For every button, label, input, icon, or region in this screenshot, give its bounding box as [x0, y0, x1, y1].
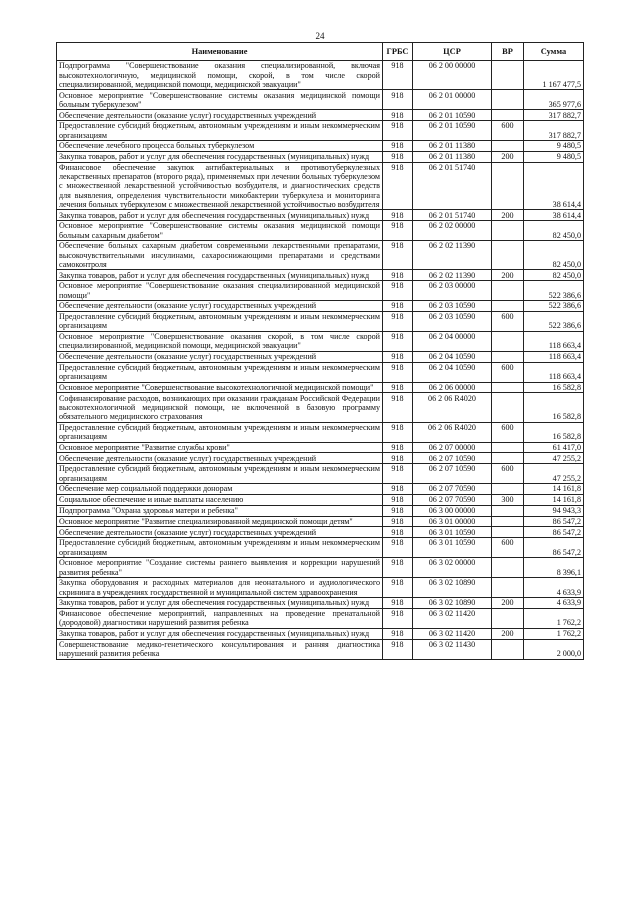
table-row [57, 110, 584, 121]
table-row [57, 162, 584, 210]
cell-vr: 600 [492, 311, 524, 331]
cell-csr: 06 2 01 11380 [413, 141, 492, 152]
table-row [57, 90, 584, 110]
cell-csr: 06 2 02 11390 [413, 270, 492, 281]
table-row [57, 141, 584, 152]
cell-vr [492, 516, 524, 527]
cell-sum: 118 663,4 [524, 351, 584, 362]
cell-sum: 86 547,2 [524, 527, 584, 538]
cell-grbs: 918 [383, 351, 413, 362]
cell-sum: 4 633,9 [524, 598, 584, 609]
table-row [57, 382, 584, 393]
table-row [57, 351, 584, 362]
cell-grbs: 918 [383, 442, 413, 453]
table-row [57, 558, 584, 578]
table-row [57, 210, 584, 221]
cell-csr: 06 2 07 00000 [413, 442, 492, 453]
cell-vr [492, 639, 524, 659]
cell-name: Закупка товаров, работ и услуг для обеспечения государственных (муниципальных) нужд [57, 270, 383, 281]
cell-name: Обеспечение деятельности (оказание услуг) государственных учреждений [57, 301, 383, 312]
cell-sum: 317 882,7 [524, 121, 584, 141]
cell-csr: 06 3 02 10890 [413, 578, 492, 598]
header-name: Наименование [57, 43, 383, 61]
cell-sum: 365 977,6 [524, 90, 584, 110]
cell-vr [492, 90, 524, 110]
cell-vr [492, 484, 524, 495]
cell-grbs: 918 [383, 210, 413, 221]
cell-grbs: 918 [383, 121, 413, 141]
cell-name: Предоставление субсидий бюджетным, автономным учреждениям и иным некоммерческим организациям [57, 464, 383, 484]
cell-sum: 1 762,2 [524, 608, 584, 628]
cell-name: Подпрограмма "Охрана здоровья матери и ребенка" [57, 505, 383, 516]
cell-vr [492, 281, 524, 301]
cell-grbs: 918 [383, 162, 413, 210]
cell-sum: 94 943,3 [524, 505, 584, 516]
cell-name: Предоставление субсидий бюджетным, автономным учреждениям и иным некоммерческим организациям [57, 422, 383, 442]
cell-grbs: 918 [383, 90, 413, 110]
cell-csr: 06 2 06 R4020 [413, 393, 492, 422]
table-row [57, 484, 584, 495]
cell-vr [492, 382, 524, 393]
table-row [57, 516, 584, 527]
cell-sum: 38 614,4 [524, 210, 584, 221]
cell-name: Обеспечение лечебного процесса больных туберкулезом [57, 141, 383, 152]
cell-sum: 38 614,4 [524, 162, 584, 210]
cell-name: Подпрограмма "Совершенствование оказания специализированной, включая высокотехнологичную, медицинской помощи, скорой, в том числе скорой специализированной, медицинской помощи, медицинской эвакуации" [57, 61, 383, 90]
table-row [57, 442, 584, 453]
cell-csr: 06 2 03 10590 [413, 301, 492, 312]
cell-sum: 8 396,1 [524, 558, 584, 578]
cell-grbs: 918 [383, 628, 413, 639]
cell-sum: 16 582,8 [524, 422, 584, 442]
cell-sum: 82 450,0 [524, 221, 584, 241]
cell-csr: 06 2 04 10590 [413, 362, 492, 382]
cell-vr: 200 [492, 270, 524, 281]
cell-vr [492, 505, 524, 516]
cell-vr: 200 [492, 210, 524, 221]
cell-name: Основное мероприятие "Совершенствование оказания скорой, в том числе скорой специализированной, медицинской помощи, медицинской эвакуации" [57, 331, 383, 351]
cell-name: Основное мероприятие "Развитие службы крови" [57, 442, 383, 453]
cell-sum: 1 762,2 [524, 628, 584, 639]
table-row [57, 301, 584, 312]
cell-sum: 86 547,2 [524, 538, 584, 558]
cell-vr: 600 [492, 121, 524, 141]
cell-csr: 06 2 04 00000 [413, 331, 492, 351]
table-row [57, 527, 584, 538]
table-row [57, 453, 584, 464]
cell-csr: 06 2 06 00000 [413, 382, 492, 393]
cell-grbs: 918 [383, 578, 413, 598]
header-vr: ВР [492, 43, 524, 61]
cell-name: Закупка товаров, работ и услуг для обеспечения государственных (муниципальных) нужд [57, 598, 383, 609]
cell-vr: 600 [492, 422, 524, 442]
cell-grbs: 918 [383, 151, 413, 162]
table-row [57, 505, 584, 516]
cell-vr [492, 442, 524, 453]
cell-name: Обеспечение деятельности (оказание услуг) государственных учреждений [57, 527, 383, 538]
cell-grbs: 918 [383, 270, 413, 281]
cell-csr: 06 2 01 11380 [413, 151, 492, 162]
table-row [57, 311, 584, 331]
table-row [57, 151, 584, 162]
cell-grbs: 918 [383, 484, 413, 495]
cell-vr [492, 578, 524, 598]
table-row [57, 331, 584, 351]
cell-sum: 317 882,7 [524, 110, 584, 121]
cell-csr: 06 2 01 10590 [413, 121, 492, 141]
cell-grbs: 918 [383, 558, 413, 578]
cell-grbs: 918 [383, 281, 413, 301]
cell-csr: 06 2 01 51740 [413, 210, 492, 221]
budget-table [56, 42, 584, 660]
cell-sum: 14 161,8 [524, 494, 584, 505]
cell-sum: 522 386,6 [524, 311, 584, 331]
cell-vr [492, 110, 524, 121]
cell-grbs: 918 [383, 61, 413, 90]
cell-name: Предоставление субсидий бюджетным, автономным учреждениям и иным некоммерческим организациям [57, 311, 383, 331]
cell-grbs: 918 [383, 301, 413, 312]
cell-name: Обеспечение мер социальной поддержки донорам [57, 484, 383, 495]
cell-sum: 14 161,8 [524, 484, 584, 495]
header-csr: ЦСР [413, 43, 492, 61]
cell-sum: 47 255,2 [524, 464, 584, 484]
cell-name: Обеспечение деятельности (оказание услуг) государственных учреждений [57, 351, 383, 362]
cell-sum: 9 480,5 [524, 141, 584, 152]
cell-sum: 16 582,8 [524, 382, 584, 393]
cell-name: Основное мероприятие "Совершенствование системы оказания медицинской помощи больным туберкулезом" [57, 90, 383, 110]
cell-vr [492, 608, 524, 628]
table-header-row [57, 43, 584, 61]
cell-grbs: 918 [383, 538, 413, 558]
table-row [57, 578, 584, 598]
cell-grbs: 918 [383, 311, 413, 331]
cell-sum: 118 663,4 [524, 331, 584, 351]
cell-name: Финансовое обеспечение закупок антибактериальных и противотуберкулезных лекарственных препаратов (второго ряда), применяемых при лечении больных туберкулезом с множественной лекарственной устойчивостью возбудителя, и диагностических средств для выявления, определения чувствительности микобактерии туберкулеза и мониторинга лечения больных туберкулезом с множественной лекарственной устойчивостью возбудителя [57, 162, 383, 210]
cell-grbs: 918 [383, 598, 413, 609]
cell-csr: 06 3 02 00000 [413, 558, 492, 578]
cell-csr: 06 2 03 00000 [413, 281, 492, 301]
cell-sum: 522 386,6 [524, 281, 584, 301]
cell-name: Закупка оборудования и расходных материалов для неонатального и аудиологического скрининга в учреждениях государственной и муниципальной систем здравоохранения [57, 578, 383, 598]
cell-name: Закупка товаров, работ и услуг для обеспечения государственных (муниципальных) нужд [57, 151, 383, 162]
cell-vr [492, 558, 524, 578]
cell-sum: 4 633,9 [524, 578, 584, 598]
cell-vr: 200 [492, 598, 524, 609]
cell-vr [492, 221, 524, 241]
table-row [57, 121, 584, 141]
cell-sum: 2 000,0 [524, 639, 584, 659]
cell-grbs: 918 [383, 393, 413, 422]
table-row [57, 538, 584, 558]
cell-name: Обеспечение больных сахарным диабетом современными лекарственными препаратами, высокочувствительными инсулинами, сахароснижающими препаратами и средствами самоконтроля [57, 241, 383, 270]
cell-sum: 47 255,2 [524, 453, 584, 464]
table-row [57, 608, 584, 628]
cell-csr: 06 2 02 00000 [413, 221, 492, 241]
table-row [57, 494, 584, 505]
cell-sum: 16 582,8 [524, 393, 584, 422]
cell-grbs: 918 [383, 221, 413, 241]
cell-vr: 200 [492, 628, 524, 639]
cell-vr [492, 301, 524, 312]
cell-vr [492, 141, 524, 152]
cell-grbs: 918 [383, 608, 413, 628]
cell-csr: 06 2 01 51740 [413, 162, 492, 210]
table-row [57, 464, 584, 484]
cell-grbs: 918 [383, 464, 413, 484]
cell-name: Закупка товаров, работ и услуг для обеспечения государственных (муниципальных) нужд [57, 210, 383, 221]
table-row [57, 362, 584, 382]
cell-name: Закупка товаров, работ и услуг для обеспечения государственных (муниципальных) нужд [57, 628, 383, 639]
cell-sum: 86 547,2 [524, 516, 584, 527]
cell-vr [492, 241, 524, 270]
cell-csr: 06 2 07 10590 [413, 464, 492, 484]
table-row [57, 221, 584, 241]
cell-csr: 06 3 02 11420 [413, 628, 492, 639]
cell-grbs: 918 [383, 494, 413, 505]
cell-vr [492, 393, 524, 422]
cell-name: Финансовое обеспечение мероприятий, направленных на проведение пренатальной (дородовой) диагностики нарушений развития ребенка [57, 608, 383, 628]
cell-grbs: 918 [383, 141, 413, 152]
table-row [57, 393, 584, 422]
cell-sum: 9 480,5 [524, 151, 584, 162]
cell-grbs: 918 [383, 110, 413, 121]
cell-vr [492, 351, 524, 362]
cell-grbs: 918 [383, 453, 413, 464]
cell-csr: 06 3 02 11430 [413, 639, 492, 659]
cell-grbs: 918 [383, 382, 413, 393]
cell-csr: 06 2 04 10590 [413, 351, 492, 362]
cell-csr: 06 2 02 11390 [413, 241, 492, 270]
cell-vr: 200 [492, 151, 524, 162]
cell-csr: 06 2 01 10590 [413, 110, 492, 121]
table-row [57, 639, 584, 659]
table-row [57, 241, 584, 270]
table-row [57, 281, 584, 301]
cell-name: Основное мероприятие "Создание системы раннего выявления и коррекции нарушений развития ребенка" [57, 558, 383, 578]
cell-name: Софинансирование расходов, возникающих при оказании гражданам Российской Федерации высокотехнологичной медицинской помощи, не включенной в базовую программу обязательного медицинского страхования [57, 393, 383, 422]
cell-name: Основное мероприятие "Совершенствование высокотехнологичной медицинской помощи" [57, 382, 383, 393]
cell-csr: 06 3 01 10590 [413, 538, 492, 558]
cell-name: Обеспечение деятельности (оказание услуг) государственных учреждений [57, 453, 383, 464]
cell-name: Основное мероприятие "Совершенствование оказания специализированной медицинской помощи" [57, 281, 383, 301]
cell-name: Предоставление субсидий бюджетным, автономным учреждениям и иным некоммерческим организациям [57, 362, 383, 382]
cell-name: Предоставление субсидий бюджетным, автономным учреждениям и иным некоммерческим организациям [57, 538, 383, 558]
cell-name: Предоставление субсидий бюджетным, автономным учреждениям и иным некоммерческим организациям [57, 121, 383, 141]
cell-csr: 06 3 00 00000 [413, 505, 492, 516]
cell-vr: 300 [492, 494, 524, 505]
table-row [57, 270, 584, 281]
header-grbs: ГРБС [383, 43, 413, 61]
table-row [57, 598, 584, 609]
cell-vr: 600 [492, 538, 524, 558]
cell-csr: 06 2 06 R4020 [413, 422, 492, 442]
cell-csr: 06 2 01 00000 [413, 90, 492, 110]
table-row [57, 422, 584, 442]
cell-grbs: 918 [383, 639, 413, 659]
cell-vr [492, 61, 524, 90]
cell-name: Обеспечение деятельности (оказание услуг) государственных учреждений [57, 110, 383, 121]
cell-sum: 82 450,0 [524, 270, 584, 281]
cell-grbs: 918 [383, 422, 413, 442]
cell-sum: 522 386,6 [524, 301, 584, 312]
table-row [57, 628, 584, 639]
cell-vr [492, 162, 524, 210]
cell-csr: 06 2 03 10590 [413, 311, 492, 331]
cell-csr: 06 3 02 10890 [413, 598, 492, 609]
page-number: 24 [315, 31, 325, 41]
cell-name: Основное мероприятие "Развитие специализированной медицинской помощи детям" [57, 516, 383, 527]
cell-name: Социальное обеспечение и иные выплаты населению [57, 494, 383, 505]
cell-csr: 06 2 00 00000 [413, 61, 492, 90]
cell-csr: 06 2 07 70590 [413, 484, 492, 495]
header-sum: Сумма [524, 43, 584, 61]
cell-csr: 06 3 01 10590 [413, 527, 492, 538]
cell-name: Основное мероприятие "Совершенствование системы оказания медицинской помощи больным сахарным диабетом" [57, 221, 383, 241]
cell-sum: 82 450,0 [524, 241, 584, 270]
cell-vr [492, 527, 524, 538]
cell-sum: 118 663,4 [524, 362, 584, 382]
cell-vr: 600 [492, 464, 524, 484]
cell-grbs: 918 [383, 505, 413, 516]
cell-csr: 06 2 07 10590 [413, 453, 492, 464]
cell-csr: 06 2 07 70590 [413, 494, 492, 505]
cell-sum: 1 167 477,5 [524, 61, 584, 90]
cell-grbs: 918 [383, 516, 413, 527]
cell-vr [492, 331, 524, 351]
cell-grbs: 918 [383, 241, 413, 270]
cell-grbs: 918 [383, 331, 413, 351]
cell-vr: 600 [492, 362, 524, 382]
cell-grbs: 918 [383, 527, 413, 538]
cell-sum: 61 417,0 [524, 442, 584, 453]
cell-vr [492, 453, 524, 464]
cell-grbs: 918 [383, 362, 413, 382]
table-row [57, 61, 584, 90]
cell-csr: 06 3 02 11420 [413, 608, 492, 628]
cell-name: Совершенствование медико-генетического консультирования и ранняя диагностика нарушений развития ребенка [57, 639, 383, 659]
cell-csr: 06 3 01 00000 [413, 516, 492, 527]
